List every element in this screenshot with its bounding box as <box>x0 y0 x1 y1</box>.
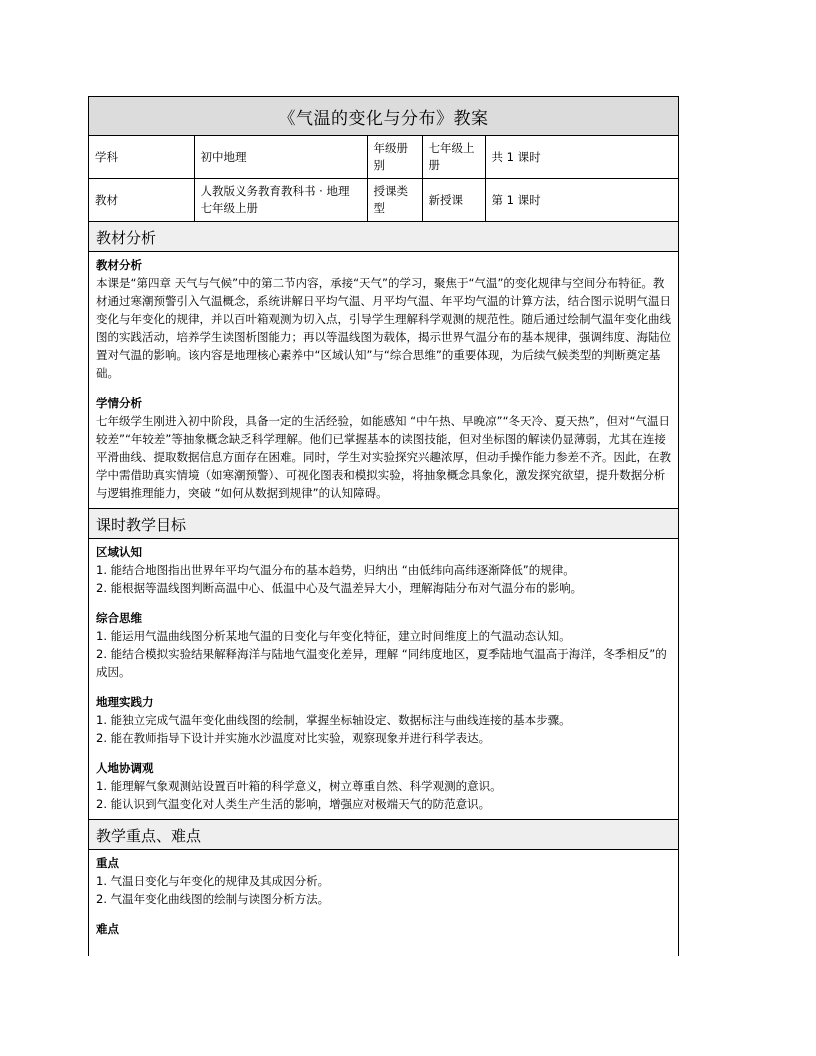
subject-value: 初中地理 <box>194 136 367 179</box>
list-item: 1. 能理解气象观测站设置百叶箱的科学意义，树立尊重自然、科学观测的意识。 <box>96 779 502 793</box>
objective-list <box>96 561 671 597</box>
list-item: 2. 能在教师指导下设计并实施水沙温度对比实验，观察现象并进行科学表达。 <box>96 731 491 745</box>
grade-value: 七年级上册 <box>422 136 485 179</box>
period-value: 第 1 课时 <box>485 179 678 222</box>
key-points-title: 重点 <box>96 856 119 870</box>
subsection-title: 教材分析 <box>96 258 142 272</box>
section-heading-material-analysis: 教材分析 <box>89 222 678 252</box>
section-heading-objectives: 课时教学目标 <box>89 509 678 539</box>
meta-row-subject <box>89 136 678 179</box>
meta-row-textbook <box>89 179 678 222</box>
subject-label: 学科 <box>89 136 194 179</box>
document-title: 《气温的变化与分布》教案 <box>89 97 678 136</box>
meta-table <box>89 136 678 222</box>
section-body-material-analysis <box>89 252 678 509</box>
key-points-list <box>96 872 671 908</box>
type-label: 授课类型 <box>367 179 422 222</box>
difficulty-title: 难点 <box>96 922 119 936</box>
section-heading-key-points: 教学重点、难点 <box>89 820 678 850</box>
objective-group-title: 人地协调观 <box>96 761 154 775</box>
textbook-value: 人教版义务教育教科书 · 地理七年级上册 <box>194 179 367 222</box>
objective-list <box>96 627 671 681</box>
list-item: 1. 能运用气温曲线图分析某地气温的日变化与年变化特征，建立时间维度上的气温动态认知。 <box>96 629 571 643</box>
hours-value: 共 1 课时 <box>485 136 678 179</box>
objective-list <box>96 777 671 813</box>
textbook-label: 教材 <box>89 179 194 222</box>
list-item: 1. 能独立完成气温年变化曲线图的绘制，掌握坐标轴设定、数据标注与曲线连接的基本步骤。 <box>96 713 571 727</box>
type-value: 新授课 <box>422 179 485 222</box>
subsection-title: 学情分析 <box>96 396 142 410</box>
lesson-plan-document <box>88 96 679 956</box>
list-item: 1. 能结合地图指出世界年平均气温分布的基本趋势，归纳出 “由低纬向高纬逐渐降低”的规律。 <box>96 563 575 577</box>
objective-group-title: 综合思维 <box>96 611 142 625</box>
objective-list <box>96 711 671 747</box>
list-item: 2. 能根据等温线图判断高温中心、低温中心及气温差异大小，理解海陆分布对气温分布的影响。 <box>96 581 583 595</box>
section-body-objectives <box>89 539 678 820</box>
objective-group-title: 地理实践力 <box>96 695 154 709</box>
list-item: 2. 能结合模拟实验结果解释海洋与陆地气温变化差异，理解 “同纬度地区，夏季陆地气温高于海洋，冬季相反”的成因。 <box>96 647 667 679</box>
objective-group-title: 区域认知 <box>96 545 142 559</box>
list-item: 2. 能认识到气温变化对人类生产生活的影响，增强应对极端天气的防范意识。 <box>96 797 491 811</box>
list-item: 2. 气温年变化曲线图的绘制与读图分析方法。 <box>96 892 330 906</box>
paragraph-material: 本课是“第四章 天气与气候”中的第二节内容，承接“天气”的学习，聚焦于“气温”的变化规律与空间分布特征。教材通过寒潮预警引入气温概念，系统讲解日平均气温、月平均气温、年平均气温的计算方法，结合图示说明气温日变化与年变化的规律，并以百叶箱观测为切入点，引导学生理解科学观测的规范性。随后通过绘制气温年变化曲线图的实践活动，培养学生读图析图能力；再以等温线图为载体，揭示世界气温分布的基本规律，强调纬度、海陆位置对气温的影响。该内容是地理核心素养中“区域认知”与“综合思维”的重要体现，为后续气候类型的判断奠定基础。 <box>96 276 671 380</box>
grade-label: 年级册别 <box>367 136 422 179</box>
section-body-key-points <box>89 850 678 944</box>
paragraph-students: 七年级学生刚进入初中阶段，具备一定的生活经验，如能感知 “中午热、早晚凉”“冬天冷、夏天热”，但对“气温日较差”“年较差”等抽象概念缺乏科学理解。他们已掌握基本的读图技能，但对坐标图的解读仍显薄弱，尤其在连接平滑曲线、提取数据信息方面存在困难。同时，学生对实验探究兴趣浓厚，但动手操作能力参差不齐。因此，在教学中需借助真实情境（如寒潮预警）、可视化图表和模拟实验，将抽象概念具象化，激发探究欲望，提升数据分析与逻辑推理能力，突破 “如何从数据到规律”的认知障碍。 <box>96 414 671 500</box>
list-item: 1. 气温日变化与年变化的规律及其成因分析。 <box>96 874 330 888</box>
